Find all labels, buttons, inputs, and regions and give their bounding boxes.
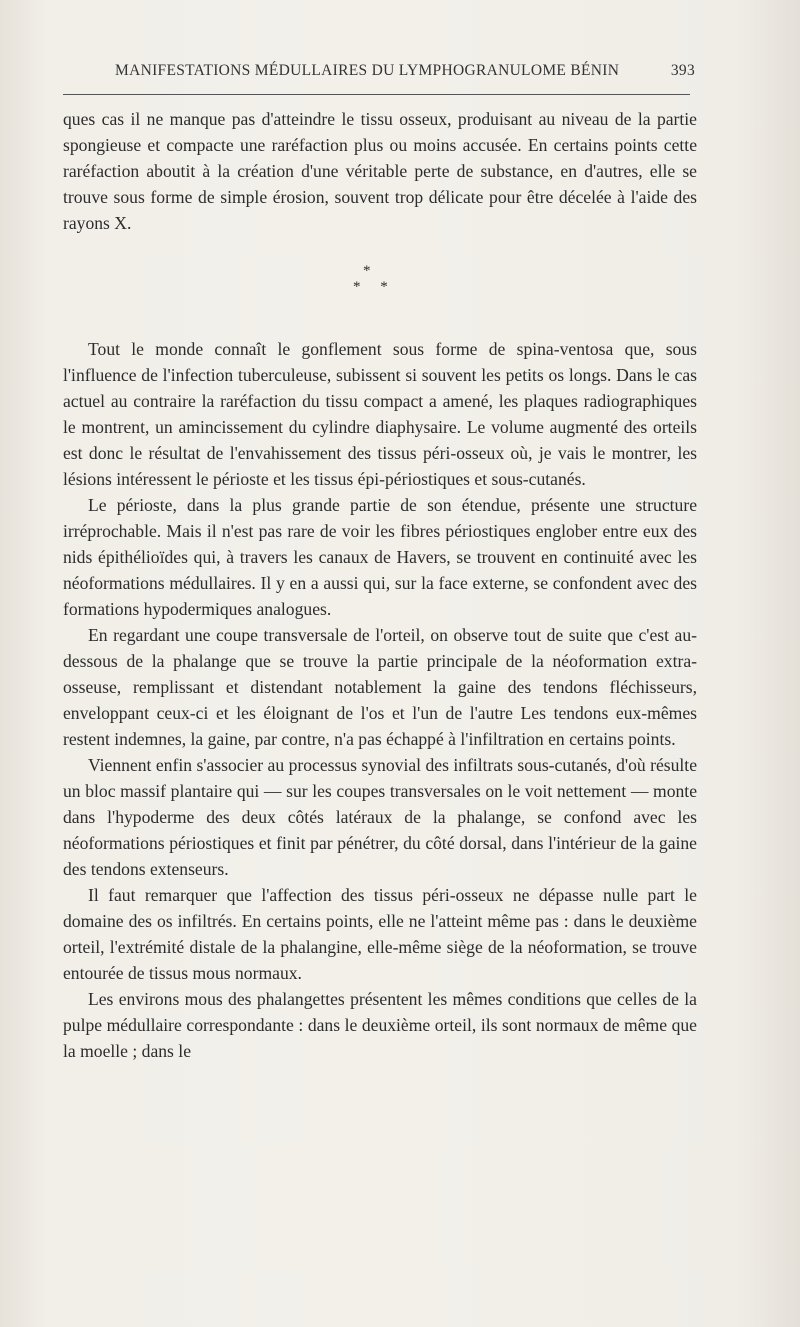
running-title: MANIFESTATIONS MÉDULLAIRES DU LYMPHOGRANULOME BÉNIN xyxy=(115,62,620,79)
paragraph: En regardant une coupe transversale de l'orteil, on observe tout de suite que c'est au-dessous de la phalange que se trouve la partie principale de la néoformation extra-osseuse, remplissant et distendant notablement la gaine des tendons fléchisseurs, enveloppant ceux-ci et les éloignant de l'os et l'un de l'autre Les tendons eux-mêmes restent indemnes, la gaine, par contre, n'a pas échappé à l'infiltration en certains points. xyxy=(63,625,697,749)
paragraph-continues: Les environs mous des phalangettes présentent les mêmes conditions que celles de la pulpe médullaire correspondante : dans le deuxième orteil, ils sont normaux de même que la moelle ; dans le xyxy=(63,989,697,1061)
header-rule xyxy=(63,94,690,95)
body-text xyxy=(63,106,697,1064)
paragraph: Tout le monde connaît le gonflement sous forme de spina-ventosa que, sous l'influence de l'infection tuberculeuse, subissent si souvent les petits os longs. Dans le cas actuel au contraire la raréfaction du tissu compact a amené, les plaques radiographiques le montrent, un amincissement du cylindre diaphysaire. Le volume augmenté des orteils est donc le résultat de l'envahissement des tissus péri-osseux où, je vais le montrer, les lésions intéressent le périoste et les tissus épi-périostiques et sous-cutanés. xyxy=(63,339,697,489)
asterism-bottom: * * xyxy=(353,279,396,295)
section-separator xyxy=(63,236,697,336)
paragraph-continuation: ques cas il ne manque pas d'atteindre le tissu osseux, produisant au niveau de la partie spongieuse et compacte une raréfaction plus ou moins accusée. En certains points cette raréfaction aboutit à la création d'une véritable perte de substance, en d'autres, elle se trouve sous forme de simple érosion, souvent trop délicate pour être décelée à l'aide des rayons X. xyxy=(63,109,697,233)
paragraph: Le périoste, dans la plus grande partie de son étendue, présente une structure irréprochable. Mais il n'est pas rare de voir les fibres périostiques englober entre eux des nids épithélioïdes qui, à travers les canaux de Havers, se trouvent en continuité avec les néoformations médullaires. Il y en a aussi qui, sur la face externe, se confondent avec des formations hypodermiques analogues. xyxy=(63,495,697,619)
running-head xyxy=(63,62,697,88)
paragraph: Il faut remarquer que l'affection des tissus péri-osseux ne dépasse nulle part le domaine des os infiltrés. En certains points, elle ne l'atteint même pas : dans le deuxième orteil, l'extrémité distale de la phalangine, elle-même siège de la néoformation, se trouve entourée de tissus mous normaux. xyxy=(63,885,697,983)
asterism-top: * xyxy=(363,263,371,279)
page-number: 393 xyxy=(670,62,695,79)
paragraph: Viennent enfin s'associer au processus synovial des infiltrats sous-cutanés, d'où résulte un bloc massif plantaire qui — sur les coupes transversales on le voit nettement — monte dans l'hypoderme des deux côtés latéraux de la phalange, se confond avec les néoformations périostiques et finit par pénétrer, du côté dorsal, dans l'intérieur de la gaine des tendons extenseurs. xyxy=(63,755,697,879)
